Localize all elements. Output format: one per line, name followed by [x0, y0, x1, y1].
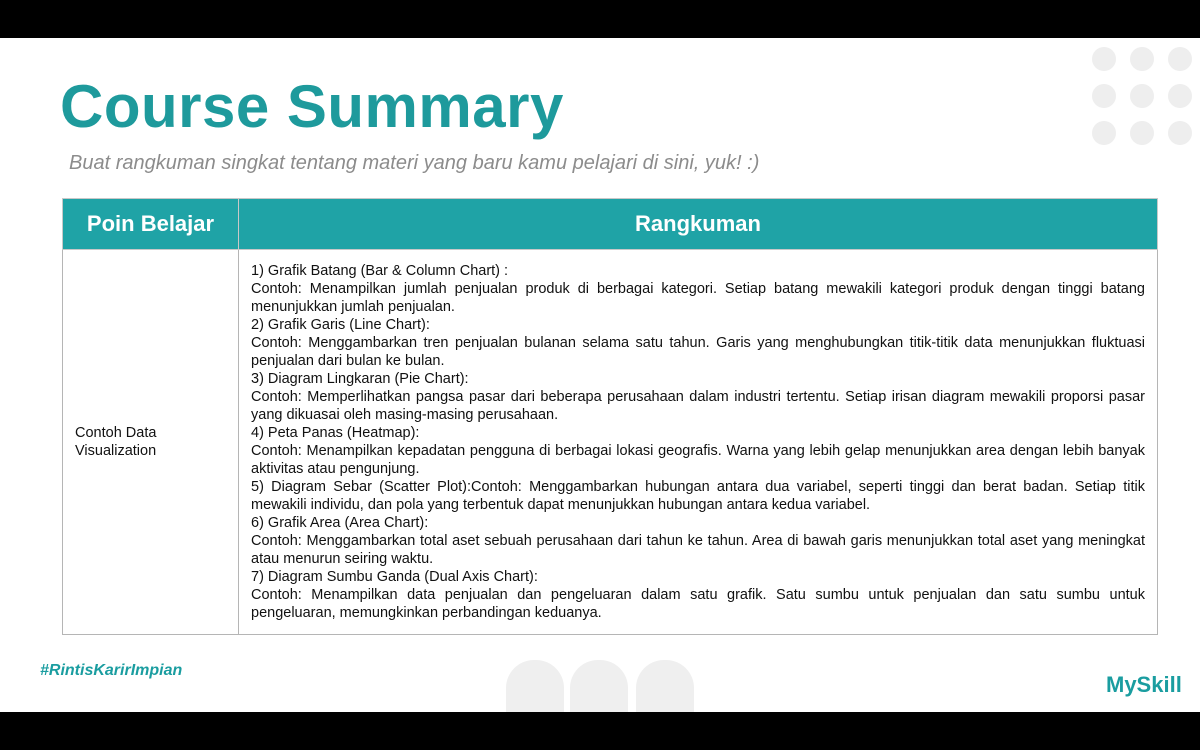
header-rangkuman: Rangkuman: [239, 199, 1158, 250]
entry-title: 1) Grafik Batang (Bar & Column Chart) :: [251, 263, 509, 279]
slide-title: Course Summary: [60, 73, 564, 140]
dot-icon: [1092, 47, 1116, 71]
entry-title: 6) Grafik Area (Area Chart):: [251, 515, 429, 531]
dot-icon: [1168, 47, 1192, 71]
entry-body: Contoh: Menampilkan kepadatan pengguna di berbagai lokasi geografis. Warna yang lebih gelap menunjukkan area dengan lebih banyak aktivitas atau pengunjung.: [251, 443, 1145, 477]
summary-table: [62, 198, 1158, 635]
dot-icon: [1130, 47, 1154, 71]
slide: [0, 38, 1200, 712]
entry-body: Contoh: Memperlihatkan pangsa pasar dari beberapa perusahaan dalam industri tertentu. Setiap irisan diagram mewakili proporsi pasar yang dikuasai oleh masing-masing perusahaan.: [251, 389, 1145, 423]
entry-body: Contoh: Menampilkan jumlah penjualan produk di berbagai kategori. Setiap batang mewakili kategori produk dengan tinggi batang menunjukkan jumlah penjualan.: [251, 281, 1145, 315]
blob-shape-icon: [506, 660, 564, 712]
blob-shape-icon: [570, 660, 628, 712]
footer-hashtag: #RintisKarirImpian: [40, 662, 183, 679]
entry-body: 5) Diagram Sebar (Scatter Plot):Contoh: Menggambarkan hubungan antara dua variabel, seperti tinggi dan berat badan. Setiap titik mewakili individu, dan pola yang terbentuk dapat menunjukkan hubungan antara kedua variabel.: [251, 479, 1145, 513]
entry-body: Contoh: Menggambarkan total aset sebuah perusahaan dari tahun ke tahun. Area di bawah garis menunjukkan total aset yang meningkat atau menurun seiring waktu.: [251, 533, 1145, 567]
dot-icon: [1168, 84, 1192, 108]
entry-title: 2) Grafik Garis (Line Chart):: [251, 317, 430, 333]
dot-icon: [1130, 121, 1154, 145]
entry-title: 4) Peta Panas (Heatmap):: [251, 425, 420, 441]
slide-subtitle: Buat rangkuman singkat tentang materi yang baru kamu pelajari di sini, yuk! :): [69, 152, 760, 174]
dot-icon: [1130, 84, 1154, 108]
table-row: [63, 250, 1158, 635]
table-header-row: [63, 199, 1158, 250]
dot-icon: [1092, 121, 1116, 145]
blob-shape-icon: [636, 660, 694, 712]
header-poin-belajar: Poin Belajar: [63, 199, 239, 250]
dot-icon: [1092, 84, 1116, 108]
entry-title: 3) Diagram Lingkaran (Pie Chart):: [251, 371, 469, 387]
brand-logo: MySkill: [1106, 672, 1182, 697]
entry-title: 7) Diagram Sumbu Ganda (Dual Axis Chart):: [251, 569, 538, 585]
entry-body: Contoh: Menggambarkan tren penjualan bulanan selama satu tahun. Garis yang menghubungkan titik-titik data menunjukkan fluktuasi penjualan dari bulan ke bulan.: [251, 335, 1145, 369]
rangkuman-cell: [239, 250, 1158, 635]
entry-body: Contoh: Menampilkan data penjualan dan pengeluaran dalam satu grafik. Satu sumbu untuk penjualan dan satu sumbu untuk pengeluaran, memungkinkan perbandingan keduanya.: [251, 587, 1145, 621]
dot-icon: [1168, 121, 1192, 145]
poin-cell: Contoh Data Visualization: [63, 250, 239, 635]
